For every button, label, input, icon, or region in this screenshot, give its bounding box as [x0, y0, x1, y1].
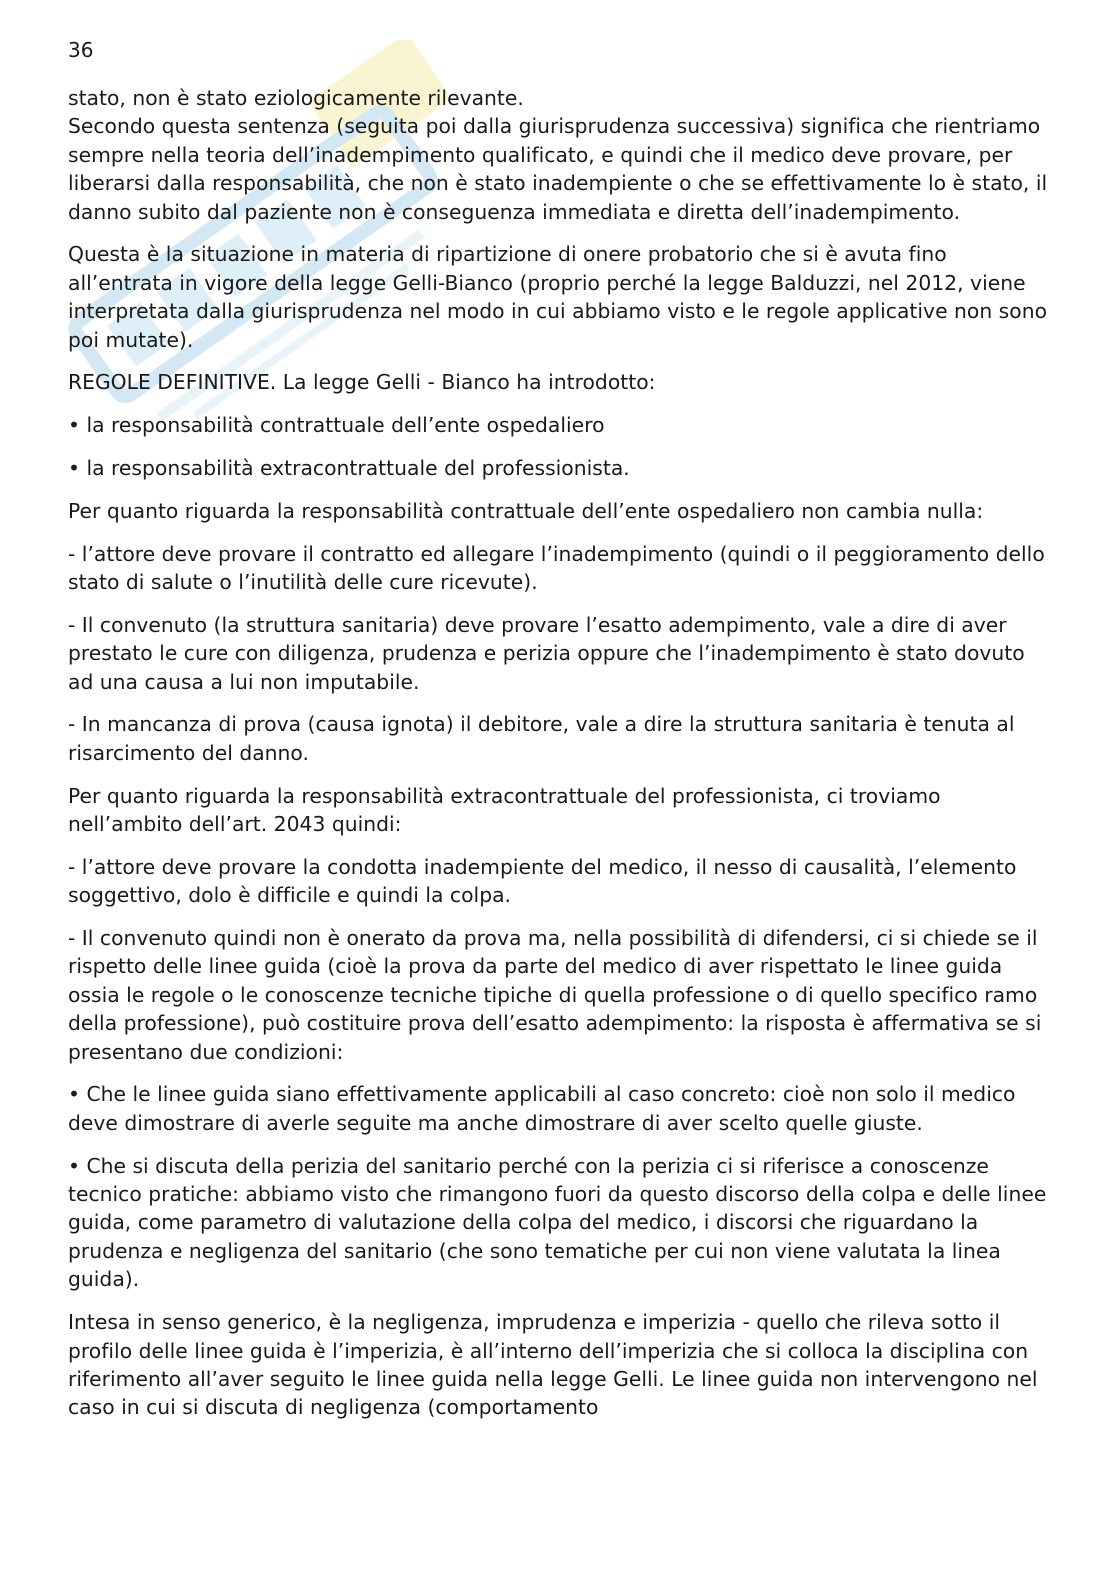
- paragraph-3: Questa è la situazione in materia di ripartizione di onere probatorio che si è avuta fino all’entrata in vigore della legge Gelli-Bianco (proprio perché la legge Balduzzi, nel 2012, viene interpretata dalla giurisprudenza nel modo in cui abbiamo visto e le regole applicative non sono poi mutate).: [68, 242, 1047, 352]
- bullet-item: • Che si discuta della perizia del sanitario perché con la perizia ci si riferisce a conoscenze tecnico pratiche: abbiamo visto che rimangono fuori da questo discorso della colpa e delle linee guida, come parametro di valutazione della colpa del medico, i discorsi che riguardano la prudenza e negligenza del sanitario (che sono tematiche per cui non viene valutata la linea guida).: [68, 1153, 1047, 1292]
- dash-item: - l’attore deve provare la condotta inadempiente del medico, il nesso di causalità, l’elemento soggettivo, dolo è difficile e quindi la colpa.: [68, 854, 1017, 908]
- dash-item: - Il convenuto quindi non è onerato da prova ma, nella possibilità di difendersi, ci si chiede se il rispetto delle linee guida (cioè la prova da parte del medico di aver rispettato le linee guida ossia le regole o le conoscenze tecniche tipiche di quella professione o di quello specifico ramo della professione), può costituire prova dell’esatto adempimento: la risposta è affermativa se si presentano due condizioni:: [68, 926, 1042, 1064]
- paragraph-4: Per quanto riguarda la responsabilità contrattuale dell’ente ospedaliero non cambia nulla:: [68, 498, 984, 523]
- bullet-item: • la responsabilità extracontrattuale del professionista.: [68, 456, 630, 481]
- dash-item: - l’attore deve provare il contratto ed allegare l’inadempimento (quindi o il peggioramento dello stato di salute o l’inutilità delle cure ricevute).: [68, 541, 1045, 595]
- paragraph-6: Intesa in senso generico, è la negligenza, imprudenza e imperizia - quello che rileva sotto il profilo delle linee guida è l’imperizia, è all’interno dell’imperizia che si colloca la disciplina con riferimento all’aver seguito le linee guida nella legge Gelli. Le linee guida non intervengono nel caso in cui si discuta di negligenza (comportamento: [68, 1310, 1038, 1420]
- bullet-item: • Che le linee guida siano effettivamente applicabili al caso concreto: cioè non solo il medico deve dimostrare di averle seguite ma anche dimostrare di aver scelto quelle giuste.: [68, 1082, 1016, 1135]
- dash-item: - In mancanza di prova (causa ignota) il debitore, vale a dire la struttura sanitaria è tenuta al risarcimento del danno.: [68, 712, 1015, 765]
- paragraph-5: Per quanto riguarda la responsabilità extracontrattuale del professionista, ci troviamo nell’ambito dell’art. 2043 quindi:: [68, 783, 941, 837]
- paragraph-1: stato, non è stato eziologicamente rilevante.: [68, 86, 524, 110]
- dash-item: - Il convenuto (la struttura sanitaria) deve provare l’esatto adempimento, vale a dire di aver prestato le cure con diligenza, prudenza e perizia oppure che l’inadempimento è stato dovuto ad una causa a lui non imputabile.: [68, 612, 1025, 694]
- section-heading-regole-definitive: REGOLE DEFINITIVE. La legge Gelli - Bianco ha introdotto:: [68, 370, 656, 395]
- paragraph-2: Secondo questa sentenza (seguita poi dalla giurisprudenza successiva) significa che rientriamo sempre nella teoria dell’inadempimento qualificato, e quindi che il medico deve provare, per liberarsi dalla responsabilità, che non è stato inadempiente o che se effettivamente lo è stato, il danno subito dal paziente non è conseguenza immediata e diretta dell’inadempimento.: [68, 114, 1048, 224]
- page-number: 36: [68, 38, 94, 62]
- bullet-item: • la responsabilità contrattuale dell’ente ospedaliero: [68, 413, 605, 438]
